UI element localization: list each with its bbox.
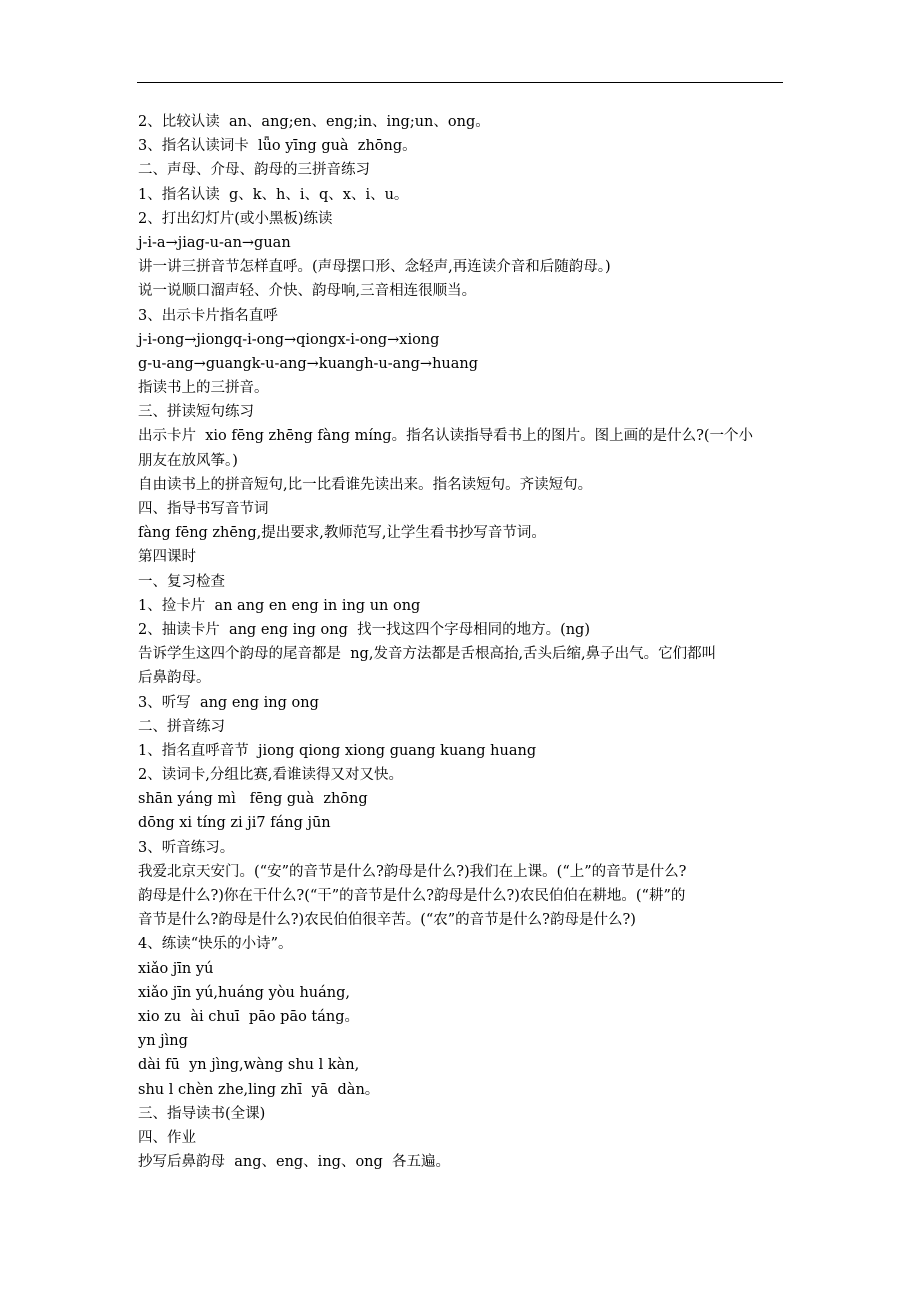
text-line: 3、听音练习。: [138, 839, 235, 856]
text-line: 告诉学生这四个韵母的尾音都是 ng,发音方法都是舌根高抬,舌头后缩,鼻子出气。它们都叫: [138, 646, 717, 663]
text-line: 2、抽读卡片 ang eng ing ong 找一找这四个字母相同的地方。(ng): [138, 621, 590, 638]
text-line: j-i-a→jiag-u-an→guan: [138, 234, 291, 251]
text-line: 3、出示卡片指名直呼: [138, 307, 278, 324]
text-line: 四、作业: [138, 1129, 196, 1146]
text-line: 三、指导读书(全课): [138, 1105, 266, 1122]
text-line: 2、读词卡,分组比赛,看谁读得又对又快。: [138, 767, 403, 784]
text-line: 1、指名直呼音节 jiong qiong xiong guang kuang huang: [138, 742, 537, 759]
text-line: 韵母是什么?)你在干什么?(“干”的音节是什么?韵母是什么?)农民伯伯在耕地。(“耕”的: [138, 888, 686, 904]
text-line: xio zu ài chuī pāo pāo táng。: [138, 1008, 360, 1025]
text-line: shān yáng mì fēng guà zhōng: [138, 791, 368, 808]
text-line: dōng xi tíng zi ji7 fáng jūn: [138, 815, 331, 832]
text-line: 出示卡片 xio fēng zhēng fàng mínɡ。指名认读指导看书上的图片。图上画的是什么?(一个小: [138, 428, 754, 445]
text-line: g-u-ang→guangk-u-ang→kuangh-u-ang→huang: [138, 355, 479, 372]
document-body: [138, 110, 788, 1174]
text-line: 音节是什么?韵母是什么?)农民伯伯很辛苦。(“农”的音节是什么?韵母是什么?): [138, 912, 636, 929]
text-line: j-i-ong→jiongq-i-ong→qiongx-i-ong→xiong: [138, 331, 440, 348]
text-line: 1、捡卡片 an ang en eng in ing un ong: [138, 597, 421, 614]
text-line: 2、比较认读 an、ang;en、eng;in、ing;un、ong。: [138, 114, 490, 130]
text-line: 2、打出幻灯片(或小黑板)练读: [138, 210, 333, 227]
text-line: dài fū yn jìng,wàng shu l kàn,: [138, 1057, 360, 1074]
text-line: 朋友在放风筝。): [138, 452, 238, 469]
text-line: 抄写后鼻韵母 ang、eng、ing、ong 各五遍。: [138, 1154, 451, 1171]
text-line: 3、听写 ang eng ing ong: [138, 694, 319, 711]
text-line: 一、复习检查: [138, 573, 225, 590]
text-line: 4、练读“快乐的小诗”。: [138, 936, 293, 953]
text-line: 四、指导书写音节词: [138, 501, 269, 517]
text-line: 二、声母、介母、韵母的三拼音练习: [138, 162, 370, 179]
text-line: 指读书上的三拼音。: [138, 380, 269, 397]
text-line: 后鼻韵母。: [138, 670, 211, 687]
text-line: 第四课时: [138, 549, 196, 566]
text-line: 说一说顺口溜声轻、介快、韵母响,三音相连很顺当。: [138, 283, 477, 300]
text-line: xiǎo jīn yú: [138, 960, 214, 977]
text-line: fàng fēng zhēng,提出要求,教师范写,让学生看书抄写音节词。: [138, 525, 546, 542]
text-line: 二、拼音练习: [138, 718, 225, 735]
header-rule: [137, 82, 783, 83]
text-line: yn jìng: [138, 1033, 188, 1050]
text-line: 1、指名认读 g、k、h、i、q、x、i、u。: [138, 186, 409, 203]
text-line: shu l chèn zhe,ling zhī yā dàn。: [138, 1081, 380, 1098]
text-line: 3、指名认读词卡 lǖo yīng guà zhōng。: [138, 138, 417, 155]
text-line: xiǎo jīn yú,huáng yòu huáng,: [138, 984, 350, 1001]
text-line: 自由读书上的拼音短句,比一比看谁先读出来。指名读短句。齐读短句。: [138, 476, 593, 493]
text-line: 三、拼读短句练习: [138, 404, 254, 421]
text-line: 我爱北京天安门。(“安”的音节是什么?韵母是什么?)我们在上课。(“上”的音节是什么?: [138, 863, 687, 880]
text-line: 讲一讲三拼音节怎样直呼。(声母摆口形、念轻声,再连读介音和后随韵母。): [138, 259, 611, 276]
